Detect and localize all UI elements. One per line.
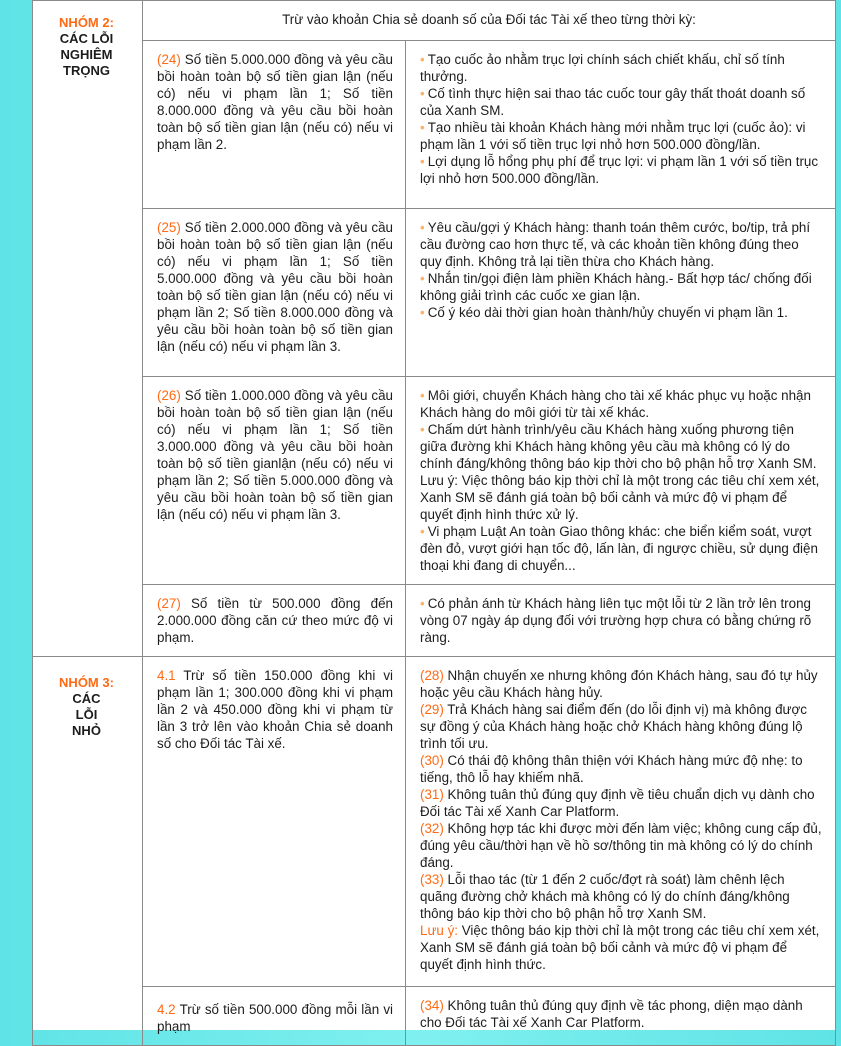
list-item — [420, 820, 823, 871]
row-number: (25) — [157, 220, 181, 235]
penalty-cell — [143, 41, 406, 209]
violation-cell — [406, 657, 836, 987]
violation-text: Tạo nhiều tài khoản Khách hàng mới nhằm trục lợi (cuốc ảo): vi phạm lần 1 với số tiền trục lợi nhỏ hơn 500.000 đồng/lần. — [420, 120, 806, 152]
violation-text: Cố tình thực hiện sai thao tác cuốc tour gây thất thoát doanh số của Xanh SM. — [420, 86, 806, 118]
penalty-cell — [143, 585, 406, 657]
group2-label-title: CÁC LỖI NGHIÊM TRỌNG — [59, 31, 114, 78]
bullet-icon: • — [420, 388, 425, 403]
violation-cell — [406, 987, 836, 1046]
bullet-icon: • — [420, 120, 425, 135]
penalty-cell — [143, 209, 406, 377]
bullet-icon: • — [420, 86, 425, 101]
list-item — [420, 523, 823, 574]
group3-label-number: NHÓM 3: — [59, 675, 114, 690]
violation-cell — [406, 585, 836, 657]
penalty-text: Số tiền từ 500.000 đồng đến 2.000.000 đồng căn cứ theo mức độ vi phạm. — [157, 596, 393, 645]
list-item — [420, 871, 823, 922]
item-number: (33) — [420, 872, 444, 887]
group2-header: Trừ vào khoản Chia sẻ doanh số của Đối tác Tài xế theo từng thời kỳ: — [143, 1, 836, 41]
violation-text: Yêu cầu/gợi ý Khách hàng: thanh toán thêm cước, bo/tip, trả phí cầu đường cao hơn thực tế, và các khoản tiền không đúng theo quy định. Không trả lại tiền thừa cho Khách hàng. — [420, 220, 811, 269]
list-item — [420, 270, 823, 304]
violation-text: Nhận chuyến xe nhưng không đón Khách hàng, sau đó tự hủy hoặc yêu cầu Khách hàng hủy. — [420, 668, 818, 700]
penalty-cell — [143, 377, 406, 585]
item-number: (30) — [420, 753, 444, 768]
bullet-icon: • — [420, 305, 425, 320]
row-number: (24) — [157, 52, 181, 67]
list-item — [420, 786, 823, 820]
violation-text: Vi phạm Luật An toàn Giao thông khác: che biển kiểm soát, vượt đèn đỏ, vượt giới hạn tốc độ, lấn làn, đi ngược chiều, sử dụng điện thoại khi đang di chuyển... — [420, 524, 818, 573]
table-row — [33, 41, 836, 209]
note-label: Lưu ý: — [420, 923, 458, 938]
penalty-text: Số tiền 2.000.000 đồng và yêu cầu bồi hoàn toàn bộ số tiền gian lận (nếu có) nếu vi phạm lần 1; Số tiền 5.000.000 đồng và yêu cầu bồi hoàn toàn bộ số tiền gian lận (nếu có) nếu vi phạm lần 2; Số tiền 8.000.000 đồng và yêu cầu bồi hoàn toàn bộ số tiền gian lận (nếu có) nếu vi phạm lần 3. — [157, 220, 393, 354]
list-item — [420, 51, 823, 85]
group2-label-cell — [33, 1, 143, 657]
list-item — [420, 219, 823, 270]
violation-text: Không tuân thủ đúng quy định về tiêu chuẩn dịch vụ dành cho Đối tác Tài xế Xanh Car Platform. — [420, 787, 815, 819]
row-number: 4.1 — [157, 668, 176, 683]
row-number: (26) — [157, 388, 181, 403]
table-row — [33, 657, 836, 987]
group2-label-number: NHÓM 2: — [59, 15, 114, 30]
violation-text: Lỗi thao tác (từ 1 đến 2 cuốc/đợt rà soát) làm chênh lệch quãng đường chở khách mà không có lý do chính đáng/không thông báo kịp thời cho bộ phận hỗ trợ Xanh SM. — [420, 872, 790, 921]
penalty-text: Số tiền 5.000.000 đồng và yêu cầu bồi hoàn toàn bộ số tiền gian lận (nếu có) nếu vi phạm lần 1; Số tiền 8.000.000 đồng và yêu cầu bồi hoàn toàn bộ số tiền gian lận (nếu có) nếu vi phạm lần 2. — [157, 52, 393, 152]
list-item — [420, 153, 823, 187]
bullet-icon: • — [420, 154, 425, 169]
list-item — [420, 119, 823, 153]
penalty-text: Số tiền 1.000.000 đồng và yêu cầu bồi hoàn toàn bộ số tiền gian lận (nếu có) nếu vi phạm lần 1; Số tiền 3.000.000 đồng và yêu cầu bồi hoàn toàn bộ số tiền gianlận (nếu có) nếu vi phạm lần 2; Số tiền 5.000.000 đồng và yêu cầu bồi hoàn toàn bộ số tiền gian lận (nếu có) nếu vi phạm lần 3. — [157, 388, 393, 522]
violation-text: Chấm dứt hành trình/yêu cầu Khách hàng xuống phương tiện giữa đường khi Khách hàng không yêu cầu mà không có lý do chính đáng/không thông báo kịp thời cho bộ phận hỗ trợ Xanh SM. Lưu ý: Việc thông báo kịp thời chỉ là một trong các tiêu chí xem xét, Xanh SM sẽ đánh giá toàn bộ bối cảnh và mức độ vi phạm để quyết định hình thức xử lý. — [420, 422, 820, 522]
bullet-icon: • — [420, 271, 425, 286]
item-number: (32) — [420, 821, 444, 836]
bullet-icon: • — [420, 52, 425, 67]
list-item — [420, 752, 823, 786]
violation-text: Lợi dụng lỗ hổng phụ phí để trục lợi: vi phạm lần 1 với số tiền trục lợi nhỏ hơn 500.000 đồng/lần. — [420, 154, 819, 186]
penalty-cell — [143, 987, 406, 1046]
group3-label-title: CÁC LỖI NHỎ — [72, 691, 101, 738]
violation-text: Môi giới, chuyển Khách hàng cho tài xế khác phục vụ hoặc nhận Khách hàng do môi giới từ tài xế khác. — [420, 388, 811, 420]
item-number: (28) — [420, 668, 444, 683]
penalty-text: Trừ số tiền 500.000 đồng mỗi lần vi phạm — [157, 1002, 393, 1034]
bullet-icon: • — [420, 220, 425, 235]
bullet-icon: • — [420, 422, 425, 437]
group3-label-cell — [33, 657, 143, 1046]
bullet-icon: • — [420, 596, 425, 611]
table-row — [33, 987, 836, 1046]
bullet-icon: • — [420, 524, 425, 539]
item-number: (31) — [420, 787, 444, 802]
item-number: (29) — [420, 702, 444, 717]
violation-cell — [406, 41, 836, 209]
list-item — [420, 595, 823, 646]
table-row — [33, 209, 836, 377]
violation-text: Cố ý kéo dài thời gian hoàn thành/hủy chuyến vi phạm lần 1. — [427, 305, 788, 320]
violation-text: Có thái độ không thân thiện với Khách hàng mức độ nhẹ: to tiếng, thô lỗ hay khiếm nhã. — [420, 753, 803, 785]
item-number: (34) — [420, 998, 444, 1013]
list-item — [420, 85, 823, 119]
penalty-table — [32, 0, 836, 1046]
violation-cell — [406, 377, 836, 585]
list-item — [420, 421, 823, 523]
list-item — [420, 997, 823, 1031]
note-text: Việc thông báo kịp thời chỉ là một trong các tiêu chí xem xét, Xanh SM sẽ đánh giá toàn bộ bối cảnh và mức độ vi phạm để quyết định hình thức. — [420, 923, 820, 972]
penalty-cell — [143, 657, 406, 987]
violation-text: Không hợp tác khi được mời đến làm việc; không cung cấp đủ, đúng yêu cầu/thời hạn về hồ sơ/thông tin mà không có lý do chính đáng. — [420, 821, 822, 870]
violation-text: Nhắn tin/gọi điện làm phiền Khách hàng.- Bất hợp tác/ chống đối không giải trình các cuốc xe gian lận. — [420, 271, 812, 303]
list-item — [420, 304, 823, 321]
list-item — [420, 667, 823, 701]
violation-text: Không tuân thủ đúng quy định về tác phong, diện mạo dành cho Đối tác Tài xế Xanh Car Platform. — [420, 998, 803, 1030]
row-number: (27) — [157, 596, 181, 611]
penalty-text: Trừ số tiền 150.000 đồng khi vi phạm lần 1; 300.000 đồng khi vi phạm lần 2 và 450.000 đồng khi vi phạm từ lần 3 trở lên vào khoản Chia sẻ doanh số cho Đối tác Tài xế. — [157, 668, 393, 751]
group2-header-row — [33, 1, 836, 41]
violation-text: Tạo cuốc ảo nhằm trục lợi chính sách chiết khấu, chỉ số tính thưởng. — [420, 52, 785, 84]
note-item — [420, 922, 823, 973]
violation-text: Trả Khách hàng sai điểm đến (do lỗi định vị) mà không được sự đồng ý của Khách hàng hoặc chở Khách hàng không đúng lộ trình tối ưu. — [420, 702, 807, 751]
regulation-sheet — [32, 0, 836, 1034]
list-item — [420, 387, 823, 421]
violation-cell — [406, 209, 836, 377]
table-row — [33, 585, 836, 657]
violation-text: Có phản ánh từ Khách hàng liên tục một lỗi từ 2 lần trở lên trong vòng 07 ngày áp dụng đối với trường hợp chưa có bằng chứng rõ ràng. — [420, 596, 812, 645]
table-row — [33, 377, 836, 585]
row-number: 4.2 — [157, 1002, 176, 1017]
list-item — [420, 701, 823, 752]
